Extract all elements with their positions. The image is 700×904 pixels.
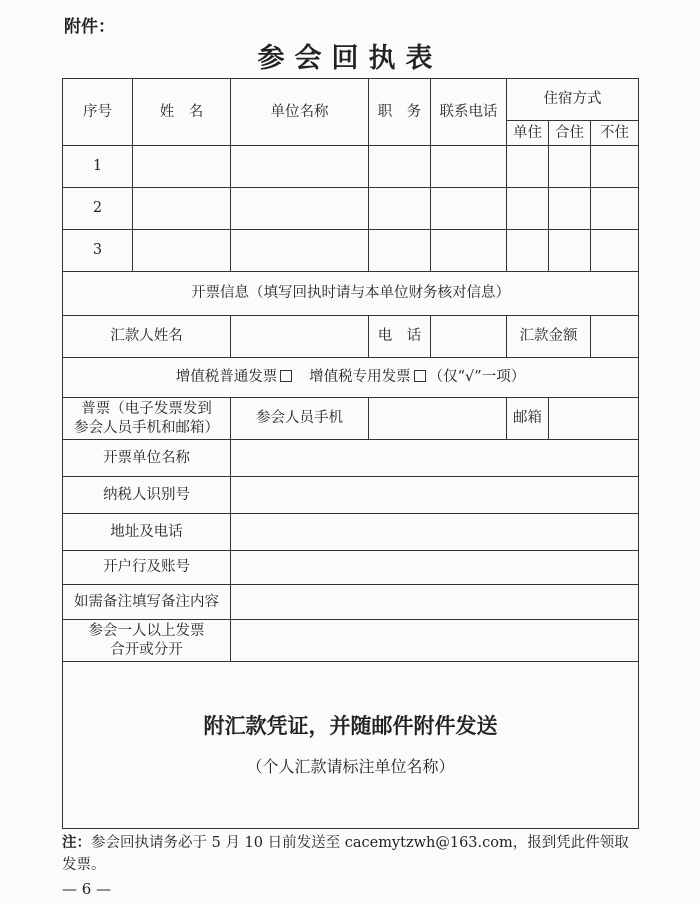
electronic-invoice-label-line2: 参会人员手机和邮箱） bbox=[74, 419, 219, 436]
invoice-org-name-label: 开票单位名称 bbox=[63, 440, 231, 477]
lodging-none-field[interactable] bbox=[591, 146, 639, 188]
org-field[interactable] bbox=[231, 230, 369, 272]
name-field[interactable] bbox=[133, 188, 231, 230]
footnote-lead: 注： bbox=[62, 834, 91, 851]
lodging-shared-field[interactable] bbox=[549, 188, 591, 230]
row-number: 3 bbox=[63, 230, 133, 272]
bank-account-label: 开户行及账号 bbox=[63, 551, 231, 585]
taxpayer-id-label: 纳税人识别号 bbox=[63, 477, 231, 514]
payer-name-label: 汇款人姓名 bbox=[63, 316, 231, 358]
address-phone-field[interactable] bbox=[231, 514, 639, 551]
bank-account-field[interactable] bbox=[231, 551, 639, 585]
electronic-invoice-label bbox=[63, 398, 231, 440]
remarks-label: 如需备注填写备注内容 bbox=[63, 585, 231, 620]
vat-regular-checkbox[interactable] bbox=[280, 370, 292, 382]
remittance-sub-instruction: （个人汇款请标注单位名称） bbox=[246, 757, 455, 777]
row-number: 2 bbox=[63, 188, 133, 230]
header-seq: 序号 bbox=[63, 79, 133, 146]
payer-amount-field[interactable] bbox=[591, 316, 639, 358]
invoice-info-heading: 开票信息（填写回执时请与本单位财务核对信息） bbox=[63, 272, 639, 316]
remarks-field[interactable] bbox=[231, 585, 639, 620]
invoice-type-note: （仅“√”一项） bbox=[428, 369, 526, 386]
phone-field[interactable] bbox=[431, 146, 507, 188]
page-number: — 6 — bbox=[62, 880, 112, 898]
page-title: 参会回执表 bbox=[257, 43, 443, 74]
name-field[interactable] bbox=[133, 230, 231, 272]
split-invoice-label-line2: 合开或分开 bbox=[110, 641, 183, 658]
remittance-proof-area bbox=[63, 662, 639, 829]
payer-name-field[interactable] bbox=[231, 316, 369, 358]
header-position: 职 务 bbox=[369, 79, 431, 146]
lodging-none-field[interactable] bbox=[591, 230, 639, 272]
lodging-single-field[interactable] bbox=[507, 188, 549, 230]
split-invoice-label bbox=[63, 620, 231, 662]
taxpayer-id-field[interactable] bbox=[231, 477, 639, 514]
address-phone-label: 地址及电话 bbox=[63, 514, 231, 551]
payer-phone-label: 电 话 bbox=[369, 316, 431, 358]
payer-amount-label: 汇款金额 bbox=[507, 316, 591, 358]
header-lodging-none: 不住 bbox=[591, 121, 639, 146]
remittance-instruction: 附汇款凭证，并随邮件附件发送 bbox=[203, 712, 498, 738]
mobile-label: 参会人员手机 bbox=[231, 398, 369, 440]
org-field[interactable] bbox=[231, 188, 369, 230]
header-phone: 联系电话 bbox=[431, 79, 507, 146]
lodging-single-field[interactable] bbox=[507, 230, 549, 272]
split-invoice-label-line1: 参会一人以上发票 bbox=[88, 623, 205, 640]
invoice-org-name-field[interactable] bbox=[231, 440, 639, 477]
invoice-type-row bbox=[63, 358, 639, 398]
phone-field[interactable] bbox=[431, 230, 507, 272]
footnote-text: 参会回执请务必于 5 月 10 日前发送至 cacemytzwh@163.com，报到凭此件领取发票。 bbox=[62, 835, 629, 873]
table-row bbox=[63, 230, 639, 272]
position-field[interactable] bbox=[369, 146, 431, 188]
mobile-field[interactable] bbox=[369, 398, 507, 440]
header-lodging-single: 单住 bbox=[507, 121, 549, 146]
vat-special-label: 增值税专用发票 bbox=[309, 369, 411, 386]
header-org: 单位名称 bbox=[231, 79, 369, 146]
header-lodging: 住宿方式 bbox=[507, 79, 639, 121]
split-invoice-field[interactable] bbox=[231, 620, 639, 662]
table-row bbox=[63, 146, 639, 188]
vat-regular-label: 增值税普通发票 bbox=[175, 369, 278, 386]
table-row bbox=[63, 188, 639, 230]
electronic-invoice-label-line1: 普票（电子发票发到 bbox=[81, 401, 212, 418]
phone-field[interactable] bbox=[431, 188, 507, 230]
lodging-none-field[interactable] bbox=[591, 188, 639, 230]
row-number: 1 bbox=[63, 146, 133, 188]
vat-special-checkbox[interactable] bbox=[414, 370, 426, 382]
attachment-label: 附件： bbox=[64, 17, 115, 37]
header-lodging-shared: 合住 bbox=[549, 121, 591, 146]
header-name: 姓 名 bbox=[133, 79, 231, 146]
name-field[interactable] bbox=[133, 146, 231, 188]
org-field[interactable] bbox=[231, 146, 369, 188]
footnote bbox=[62, 832, 642, 876]
email-label: 邮箱 bbox=[507, 398, 549, 440]
lodging-single-field[interactable] bbox=[507, 146, 549, 188]
lodging-shared-field[interactable] bbox=[549, 146, 591, 188]
email-field[interactable] bbox=[549, 398, 639, 440]
position-field[interactable] bbox=[369, 230, 431, 272]
registration-form-table bbox=[62, 78, 639, 829]
payer-phone-field[interactable] bbox=[431, 316, 507, 358]
lodging-shared-field[interactable] bbox=[549, 230, 591, 272]
position-field[interactable] bbox=[369, 188, 431, 230]
